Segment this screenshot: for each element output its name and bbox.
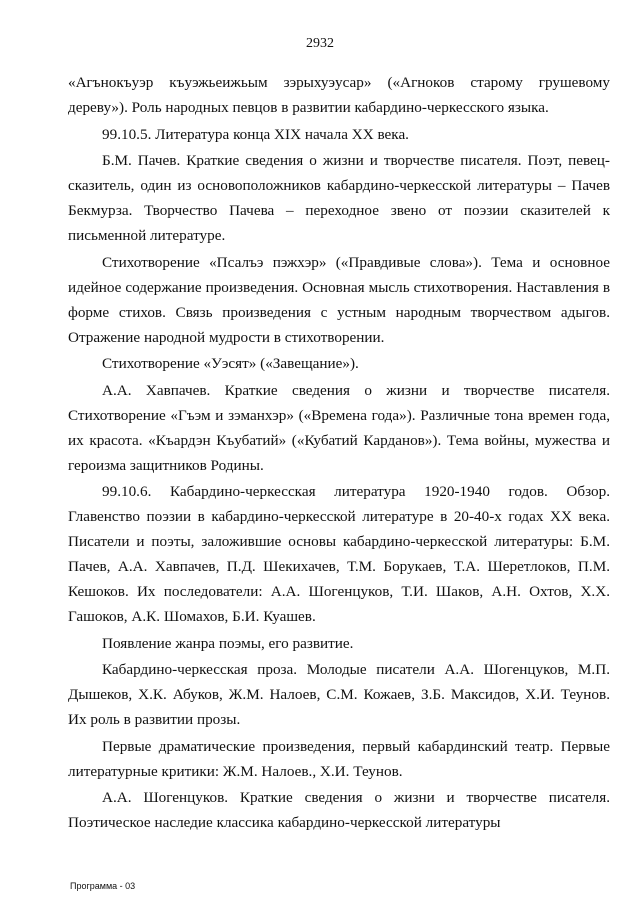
paragraph: А.А. Хавпачев. Краткие сведения о жизни и творчестве писателя. Стихотворение «Гъэм и зэманхэр» («Времена года»). Различные тона времен года, их красота. «Къардэн Къубатий» («Кубатий Карданов»). Тема войны, мужества и героизма защитников Родины. xyxy=(68,381,610,474)
paragraph: Б.М. Пачев. Краткие сведения о жизни и творчестве писателя. Поэт, певец-сказитель, один из основоположников кабардино-черкесской литературы – Пачев Бекмурза. Творчество Пачева – переходное звено от поэзии сказителей к письменной литературе. xyxy=(68,152,610,244)
paragraph: А.А. Шогенцуков. Краткие сведения о жизни и творчестве писателя. Поэтическое наследие классика кабардино-черкесской литературы xyxy=(68,789,610,831)
paragraph: «Агънокъуэр къуэжьеижьым зэрыхуэусар» («Агноков старому грушевому дереву»). Роль народных певцов в развитии кабардино-черкесского языка. xyxy=(68,74,610,116)
page-number: 2932 xyxy=(306,36,334,51)
paragraph: Первые драматические произведения, первый кабардинский театр. Первые литературные критики: Ж.М. Налоев., Х.И. Теунов. xyxy=(68,737,610,780)
document-body xyxy=(68,70,610,837)
section-heading: 99.10.6. Кабардино-черкесская литература 1920-1940 годов. Обзор. Главенство поэзии в кабардино-черкесской литературе в 20-40-х годах XX века. Писатели и поэты, заложившие основы кабардино-черкесской литературы: Б.М. Пачев, А.А. Хавпачев, П.Д. Шекихачев, Т.М. Борукаев, Т.А. Шеретлоков, П.М. Кешоков. Их последователи: А.А. Шогенцуков, Т.И. Шаков, А.Н. Охтов, Х.Х. Гашоков, А.К. Шомахов, Б.И. Куашев. xyxy=(68,483,610,625)
paragraph: Появление жанра поэмы, его развитие. xyxy=(102,634,354,652)
paragraph: Кабардино-черкесская проза. Молодые писатели А.А. Шогенцуков, М.П. Дышеков, Х.К. Абуков, Ж.М. Налоев, С.М. Кожаев, З.Б. Максидов, Х.И. Теунов. Их роль в развитии прозы. xyxy=(68,661,610,728)
paragraph: Стихотворение «Псалъэ пэжхэр» («Правдивые слова»). Тема и основное идейное содержание произведения. Основная мысль стихотворения. Наставления в форме стихов. Связь произведения с устным народным творчеством адыгов. Отражение народной мудрости в стихотворении. xyxy=(68,253,610,346)
footer-label: Программа - 03 xyxy=(70,881,136,891)
paragraph: Стихотворение «Уэсят» («Завещание»). xyxy=(102,355,359,372)
section-heading: 99.10.5. Литература конца XIX начала XX века. xyxy=(102,125,409,143)
